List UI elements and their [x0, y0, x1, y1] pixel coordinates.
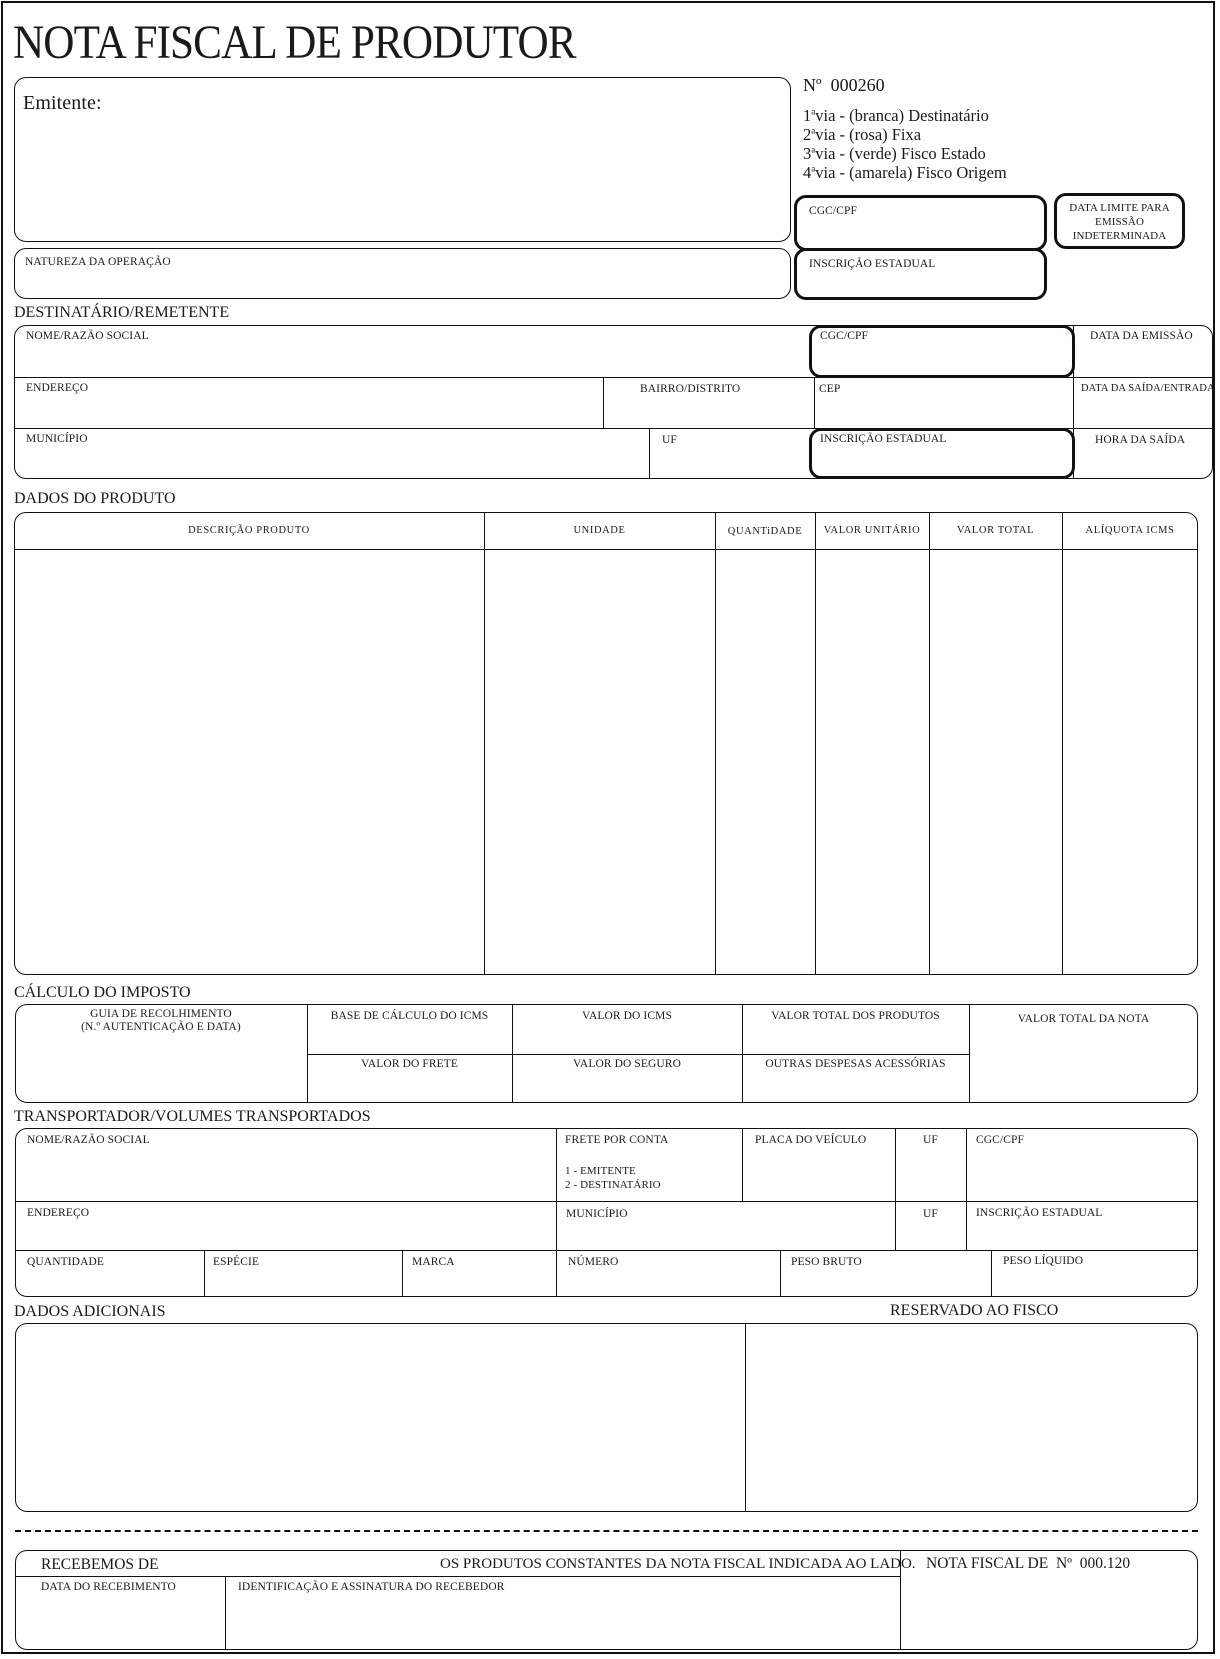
transp-municipio-label: MUNICÍPIO — [566, 1208, 628, 1220]
transportador-section-title: TRANSPORTADOR/VOLUMES TRANSPORTADOS — [14, 1108, 371, 1125]
divider — [780, 1250, 781, 1297]
divider — [815, 512, 816, 975]
emitente-inscricao-field[interactable] — [794, 248, 1047, 300]
recebemos-de-label: RECEBEMOS DE — [41, 1556, 159, 1573]
data-limite-text: DATA LIMITE PARA EMISSÃO INDETERMINADA — [1069, 202, 1170, 242]
numero-label: NÚMERO — [568, 1256, 619, 1268]
dest-uf-label: UF — [662, 434, 677, 446]
dest-cgc-label: CGC/CPF — [820, 330, 869, 342]
divider — [484, 512, 485, 975]
identificacao-assinatura-label: IDENTIFICAÇÃO E ASSINATURA DO RECEBEDOR — [238, 1581, 505, 1593]
outras-despesas-label: OUTRAS DESPESAS ACESSÓRIAS — [765, 1058, 946, 1070]
transp-uf2-label: UF — [923, 1208, 938, 1220]
col-valor-unitario: VALOR UNITÁRIO — [823, 525, 921, 536]
transp-uf-label: UF — [923, 1134, 938, 1146]
dest-municipio-label: MUNICÍPIO — [26, 433, 88, 445]
divider — [225, 1576, 226, 1650]
divider — [715, 512, 716, 975]
dest-data-emissao-label: DATA DA EMISSÃO — [1090, 330, 1193, 342]
produtos-table[interactable] — [14, 512, 1198, 975]
invoice-number-label: Nº — [803, 75, 822, 95]
valor-total-produtos-label: VALOR TOTAL DOS PRODUTOS — [771, 1010, 940, 1022]
divider — [929, 512, 930, 975]
guia-recolhimento-label: GUIA DE RECOLHIMENTO (N.º AUTENTICAÇÃO E DATA) — [81, 1008, 241, 1033]
produtos-section-title: DADOS DO PRODUTO — [14, 490, 176, 507]
valor-frete-label: VALOR DO FRETE — [360, 1058, 459, 1070]
divider — [745, 1323, 746, 1512]
divider — [966, 1128, 967, 1250]
emitente-cgc-cpf-label: CGC/CPF — [809, 205, 858, 217]
recibo-produtos-texto: OS PRODUTOS CONSTANTES DA NOTA FISCAL INDICADA AO LADO. — [440, 1556, 916, 1572]
via-3: 3$^a$via - (verde) Fisco Estado — [803, 144, 986, 163]
invoice-number — [803, 75, 885, 96]
dest-inscricao-label: INSCRIÇÃO ESTADUAL — [820, 433, 947, 445]
via-1: 1$^a$via - (branca) Destinatário — [803, 106, 989, 125]
natureza-operacao-label: NATUREZA DA OPERAÇÃO — [25, 256, 171, 268]
emitente-box[interactable] — [14, 77, 791, 242]
dest-bairro-label: BAIRRO/DISTRITO — [640, 383, 741, 395]
emitente-cgc-cpf-field[interactable] — [794, 195, 1047, 251]
peso-bruto-label: PESO BRUTO — [791, 1256, 862, 1268]
via-2: 2$^a$via - (rosa) Fixa — [803, 125, 922, 144]
divider — [556, 1128, 557, 1250]
frete-por-conta-label: FRETE POR CONTA — [565, 1134, 669, 1146]
natureza-operacao-field[interactable] — [14, 248, 791, 299]
valor-total-nota-label: VALOR TOTAL DA NOTA — [1017, 1013, 1150, 1025]
transp-cgc-label: CGC/CPF — [976, 1134, 1025, 1146]
peso-liquido-label: PESO LÍQUIDO — [1003, 1255, 1084, 1267]
reservado-fisco-title: RESERVADO AO FISCO — [890, 1302, 1059, 1319]
dest-cep-label: CEP — [819, 383, 841, 395]
marca-label: MARCA — [412, 1256, 455, 1268]
divider — [742, 1128, 743, 1201]
recibo-nota-fiscal: NOTA FISCAL DE Nº 000.120 — [926, 1555, 1131, 1572]
emitente-inscricao-label: INSCRIÇÃO ESTADUAL — [809, 258, 936, 270]
dest-nome-label: NOME/RAZÃO SOCIAL — [26, 330, 149, 342]
divider — [15, 1201, 1198, 1202]
emitente-label: Emitente: — [23, 92, 102, 114]
quantidade-label: QUANTIDADE — [27, 1256, 105, 1268]
divider — [204, 1250, 205, 1297]
invoice-form-sheet — [1, 1, 1215, 1654]
placa-veiculo-label: PLACA DO VEÍCULO — [755, 1134, 867, 1146]
dados-adicionais-box[interactable] — [15, 1323, 1198, 1512]
divider — [649, 428, 650, 479]
base-calculo-label: BASE DE CÁLCULO DO ICMS — [330, 1010, 489, 1022]
divider — [15, 1250, 1198, 1251]
divider — [15, 1576, 900, 1577]
dest-hora-saida-label: HORA DA SAÍDA — [1095, 434, 1186, 446]
dest-endereco-label: ENDEREÇO — [26, 382, 89, 394]
frete-opcao-destinatario: 2 - DESTINATÁRIO — [565, 1179, 661, 1191]
divider — [14, 549, 1198, 550]
imposto-section-title: CÁLCULO DO IMPOSTO — [14, 984, 191, 1001]
divider — [307, 1054, 969, 1055]
data-recebimento-label: DATA DO RECEBIMENTO — [41, 1581, 176, 1593]
divider — [814, 377, 815, 428]
adicionais-section-title: DADOS ADICIONAIS — [14, 1303, 166, 1320]
divider — [1062, 512, 1063, 975]
col-aliquota-icms: ALÍQUOTA ICMS — [1085, 525, 1175, 536]
frete-opcao-emitente: 1 - EMITENTE — [565, 1165, 636, 1177]
transp-endereco-label: ENDEREÇO — [27, 1207, 90, 1219]
invoice-number-value: 000260 — [830, 75, 885, 95]
cut-line — [15, 1530, 1198, 1532]
destinatario-section-title: DESTINATÁRIO/REMETENTE — [14, 304, 230, 321]
valor-seguro-label: VALOR DO SEGURO — [573, 1058, 681, 1070]
col-quantidade: QUANTiDADE — [727, 526, 803, 537]
divider — [603, 377, 604, 428]
divider — [556, 1250, 557, 1297]
transp-inscricao-label: INSCRIÇÃO ESTADUAL — [976, 1207, 1103, 1219]
via-4: 4$^a$via - (amarela) Fisco Origem — [803, 163, 1007, 182]
col-valor-total: VALOR TOTAL — [956, 525, 1035, 536]
col-unidade: UNIDADE — [573, 525, 626, 536]
divider — [895, 1128, 896, 1250]
divider — [991, 1250, 992, 1297]
valor-icms-label: VALOR DO ICMS — [582, 1010, 672, 1022]
col-descricao: DESCRIÇÃO PRODUTO — [188, 525, 310, 536]
dest-data-saida-label: DATA DA SAÍDA/ENTRADA — [1081, 383, 1215, 394]
especie-label: ESPÉCIE — [213, 1256, 260, 1268]
data-limite-box — [1054, 193, 1185, 249]
transp-nome-label: NOME/RAZÃO SOCIAL — [27, 1134, 150, 1146]
form-title: NOTA FISCAL DE PRODUTOR — [13, 16, 576, 69]
divider — [402, 1250, 403, 1297]
